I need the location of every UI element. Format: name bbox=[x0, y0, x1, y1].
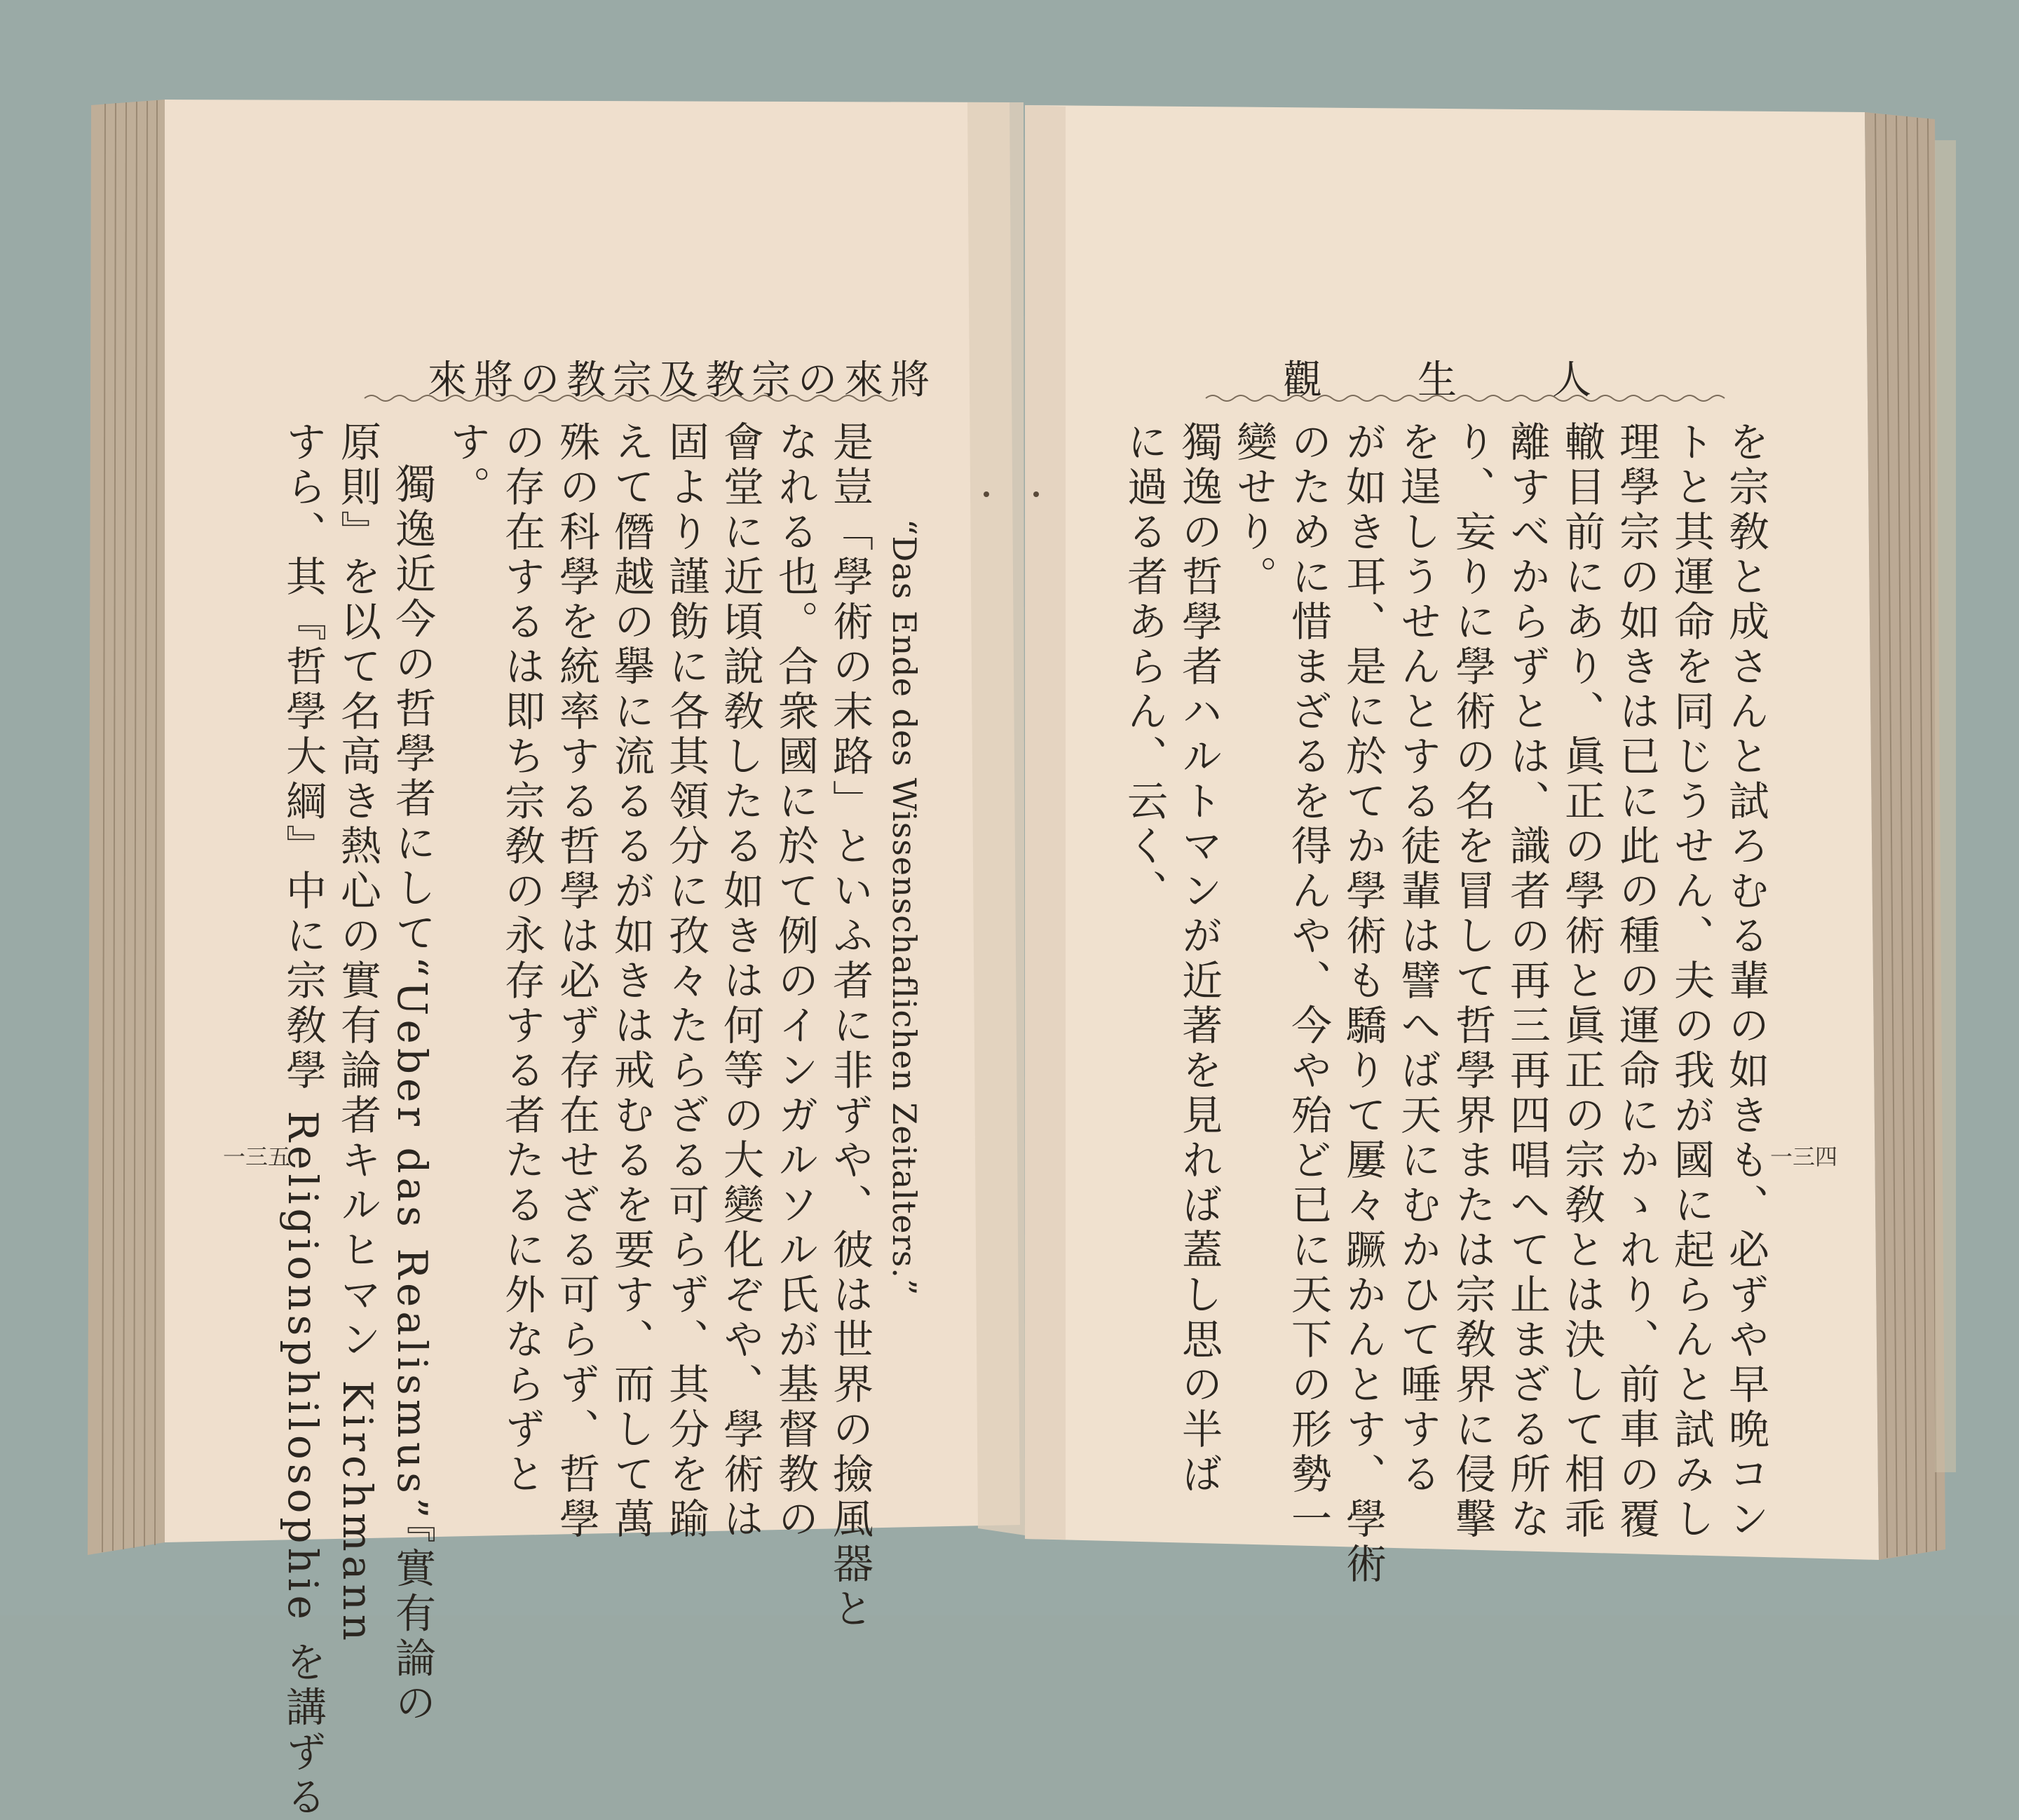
back-cover-strip bbox=[1935, 140, 1956, 1472]
binding-dot bbox=[984, 491, 989, 497]
text-column: 離すべからずとは、識者の再三再四唱へて止まざる所な bbox=[1503, 421, 1551, 1542]
text-column: り、妄りに學術の名を冒して哲學界または宗敎界に侵擊 bbox=[1448, 421, 1496, 1542]
text-column: 殊の科學を統率する哲學は必ず存在せざる可らず、哲學 bbox=[552, 421, 600, 1542]
text-column: 會堂に近頃說敎したる如きは何等の大變化ぞや、學術は bbox=[716, 421, 764, 1542]
text-column: を宗敎と成さんと試ろむる輩の如きも、必ずや早晩コン bbox=[1722, 421, 1769, 1542]
text-column: を逞しうせんとする徒輩は譬へば天にむかひて唾する bbox=[1394, 421, 1441, 1498]
text-column: えて僭越の擧に流るるが如きは戒むるを要す、而して萬 bbox=[607, 421, 655, 1542]
right-running-head: 觀 生 人 bbox=[1283, 358, 1619, 403]
gutter-shadow-right bbox=[1025, 105, 1066, 1540]
text-column: 理學宗の如きは已に此の種の運命にかゝれり、前車の覆 bbox=[1612, 421, 1660, 1542]
text-column: 變せり。 bbox=[1230, 421, 1277, 600]
right-page-number: 一三四 bbox=[1770, 1143, 1838, 1170]
text-column: 轍目前にあり、眞正の學術と眞正の宗敎とは決して相乖 bbox=[1558, 421, 1605, 1542]
text-column: 固より謹飭に各其領分に孜々たらざる可らず、其分を踰 bbox=[662, 421, 709, 1542]
text-column: トと其運命を同じうせん、夫の我が國に起らんと試みし bbox=[1667, 421, 1715, 1542]
text-column: 獨逸の哲學者ハルトマンが近著を見れば蓋し思の半ば bbox=[1175, 421, 1223, 1498]
text-column: 是豈「學術の末路」といふ者に非ずや、彼は世界の撿風器と bbox=[826, 421, 873, 1632]
binding-dot bbox=[1033, 491, 1039, 497]
text-column: す。 bbox=[443, 421, 491, 510]
text-column: に過る者あらん、云く、 bbox=[1120, 421, 1168, 914]
text-column: 原則』を以て名高き熱心の實有論者キルヒマン Kirchmann bbox=[334, 421, 381, 1645]
left-running-head: 來將の教宗及教宗の來將 bbox=[428, 358, 937, 403]
text-column: “Das Ende des Wissenschaflichen Zeitalters.” bbox=[885, 519, 923, 1296]
text-column: が如き耳、是に於てか學術も驕りて屢々蹶かんとす、學術 bbox=[1339, 421, 1387, 1587]
text-column: 獨逸近今の哲學者にして“Ueber das Realismus”『實有論の bbox=[388, 463, 436, 1727]
text-column: なれる也。合衆國に於て例のインガルソル氏が基督教の bbox=[771, 421, 819, 1542]
text-column: の存在するは即ち宗敎の永存する者たるに外ならずと bbox=[498, 421, 545, 1498]
right-page-text bbox=[1108, 421, 1769, 1587]
text-column: のために惜まざるを得んや、今や殆ど已に天下の形勢一 bbox=[1284, 421, 1332, 1542]
text-column: すら、其『哲學大綱』中に宗敎學 Religionsphilosophie を講ずる bbox=[279, 421, 327, 1820]
left-page-text bbox=[273, 421, 925, 1820]
left-page-number: 一三五 bbox=[223, 1143, 291, 1170]
